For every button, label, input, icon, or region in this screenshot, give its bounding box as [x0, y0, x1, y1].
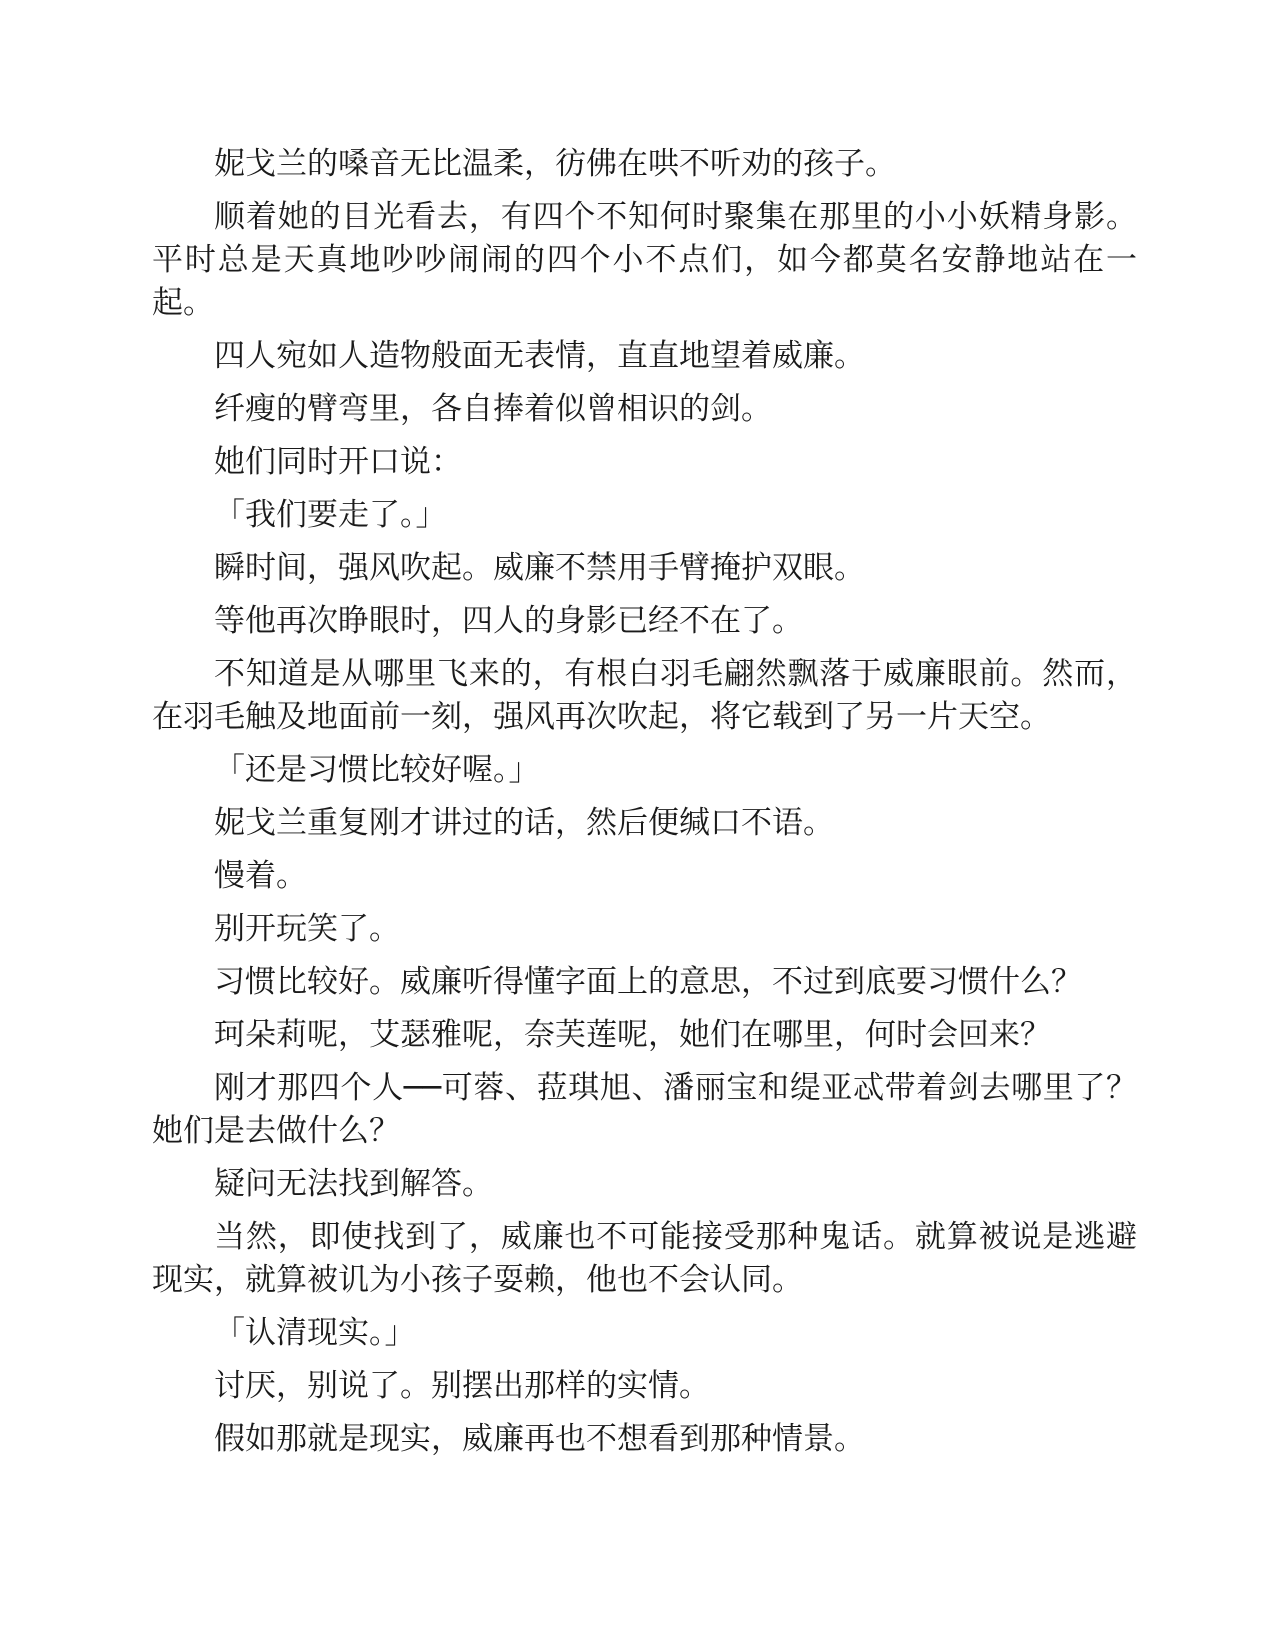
paragraph-20: 讨厌，别说了。别摆出那样的实情。 [214, 1368, 710, 1404]
paragraph-11: 妮戈兰重复刚才讲过的话，然后便缄口不语。 [214, 805, 834, 841]
paragraph-4: 纤瘦的臂弯里，各自捧着似曾相识的剑。 [214, 391, 772, 427]
paragraph-16: 刚才那四个人──可蓉、菈琪旭、潘丽宝和缇亚忒带着剑去哪里了？她们是去做什么？ [152, 1070, 1137, 1149]
paragraph-2: 顺着她的目光看去，有四个不知何时聚集在那里的小小妖精身影。平时总是天真地吵吵闹闹的四个小不点们，如今都莫名安静地站在一起。 [152, 199, 1137, 321]
paragraph-12: 慢着。 [214, 858, 307, 894]
paragraph-13: 别开玩笑了。 [214, 911, 400, 947]
paragraph-15: 珂朵莉呢，艾瑟雅呢，奈芙莲呢，她们在哪里，何时会回来？ [214, 1017, 1051, 1053]
paragraph-14: 习惯比较好。威廉听得懂字面上的意思，不过到底要习惯什么？ [214, 964, 1082, 1000]
paragraph-21: 假如那就是现实，威廉再也不想看到那种情景。 [214, 1421, 865, 1457]
paragraph-18: 当然，即使找到了，威廉也不可能接受那种鬼话。就算被说是逃避现实，就算被讥为小孩子耍赖，他也不会认同。 [152, 1219, 1137, 1298]
paragraph-9: 不知道是从哪里飞来的，有根白羽毛翩然飘落于威廉眼前。然而，在羽毛触及地面前一刻，强风再次吹起，将它载到了另一片天空。 [152, 656, 1137, 735]
paragraph-6: 「我们要走了。」 [214, 497, 447, 533]
document-body [152, 143, 1137, 1471]
paragraph-8: 等他再次睁眼时，四人的身影已经不在了。 [214, 603, 803, 639]
paragraph-10: 「还是习惯比较好喔。」 [214, 752, 540, 788]
paragraph-3: 四人宛如人造物般面无表情，直直地望着威廉。 [214, 338, 865, 374]
paragraph-17: 疑问无法找到解答。 [214, 1166, 493, 1202]
paragraph-5: 她们同时开口说： [214, 444, 462, 480]
paragraph-7: 瞬时间，强风吹起。威廉不禁用手臂掩护双眼。 [214, 550, 865, 586]
paragraph-19: 「认清现实。」 [214, 1315, 416, 1351]
paragraph-1: 妮戈兰的嗓音无比温柔，彷佛在哄不听劝的孩子。 [214, 146, 896, 182]
